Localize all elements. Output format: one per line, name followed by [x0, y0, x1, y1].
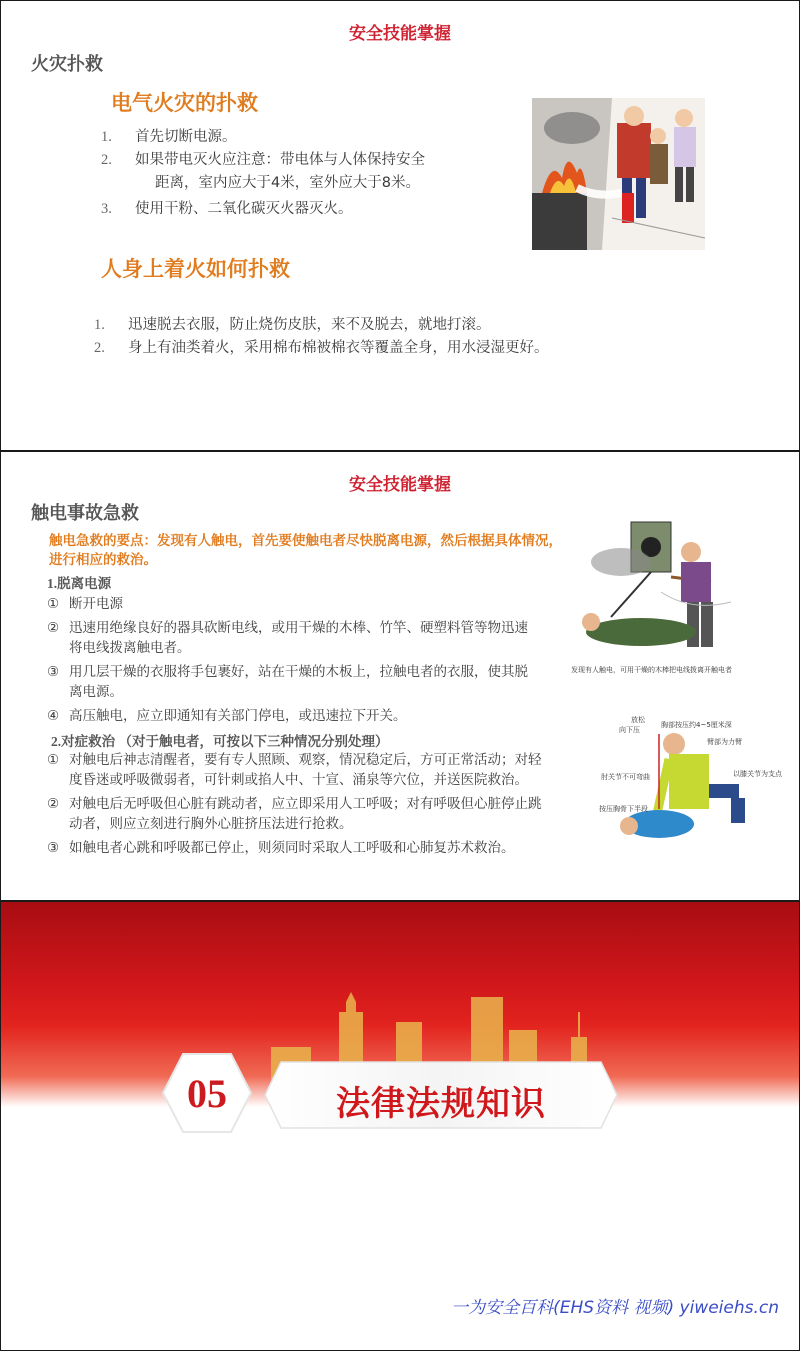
list-item	[94, 337, 674, 360]
body-fire-heading: 人身上着火如何扑救	[101, 257, 290, 281]
cpr-label-press-down: 向下压	[619, 726, 640, 734]
section-title: 法律法规知识	[336, 1084, 546, 1124]
list-text: 用几层干燥的衣服将手包裹好，站在干燥的木板上，拉触电者的衣服，使其脱	[69, 664, 528, 680]
cpr-label-knee-support: 以膝关节为支点	[733, 770, 782, 778]
section-number: 05	[187, 1071, 227, 1116]
cpr-label-depth: 胸部按压约4~5厘米深	[661, 721, 732, 729]
list-text: 距离，室内应大于4米，室外应大于8米。	[155, 175, 420, 191]
list-item	[47, 794, 592, 834]
list-text: 迅速用绝缘良好的器具砍断电线，或用干燥的木棒、竹竿、硬塑料管等物迅速	[69, 620, 528, 636]
part1-list	[47, 594, 587, 730]
list-number: 1.	[101, 129, 112, 145]
part1-heading: 1.脱离电源	[47, 576, 112, 591]
list-item	[94, 314, 674, 337]
slide-section-divider	[0, 901, 800, 1351]
slide-electric-shock	[0, 451, 800, 901]
list-item	[47, 838, 592, 858]
list-number: ③	[47, 664, 60, 680]
cpr-label-joint-fixed: 肘关节不可弯曲	[601, 773, 650, 781]
list-text: 使用干粉、二氧化碳灭火器灭火。	[135, 201, 353, 217]
list-text: 动者，则应立刻进行胸外心脏挤压法进行抢救。	[69, 816, 353, 832]
list-text: 度昏迷或呼吸微弱者，可针刺或掐人中、十宣、涌泉等穴位，并送医院救治。	[69, 772, 528, 788]
list-number: 2.	[94, 340, 105, 356]
footer-credit: 一为安全百科(EHS资料 视频) yiweiehs.cn	[451, 1298, 779, 1318]
list-number: ③	[47, 840, 60, 856]
electric-fire-heading: 电气火灾的扑救	[111, 91, 258, 115]
cpr-illustration	[599, 714, 782, 844]
list-number: 3.	[101, 201, 112, 217]
list-text: 如果带电灭火应注意：带电体与人体保持安全	[135, 152, 425, 168]
list-number: ①	[47, 596, 60, 612]
list-text: 离电源。	[69, 684, 123, 700]
list-item	[47, 618, 587, 658]
list-number: 1.	[94, 317, 105, 333]
key-note: 触电急救的要点：发现有人触电，首先要使触电者尽快脱离电源，然后根据具体情况，进行相应的救治。	[49, 533, 562, 568]
list-item	[101, 198, 501, 221]
cpr-label-relax: 放松	[631, 716, 645, 724]
part2-heading: 2.对症救治 （对于触电者，可按以下三种情况分别处理）	[51, 734, 389, 749]
list-number: ②	[47, 796, 60, 812]
list-number: ①	[47, 752, 60, 768]
electric-shock-rescue-illustration	[571, 522, 771, 682]
list-text: 如触电者心跳和呼吸都已停止，则须同时采取人工呼吸和心肺复苏术救治。	[69, 840, 515, 856]
list-number: ②	[47, 620, 60, 636]
list-text: 身上有油类着火，采用棉布棉被棉衣等覆盖全身，用水浸湿更好。	[128, 340, 549, 356]
cpr-label-sternum: 按压胸骨下半段	[599, 805, 648, 813]
list-item	[47, 706, 587, 726]
list-text: 对触电后神志清醒者，要有专人照顾、观察，情况稳定后，方可正常活动；对轻	[69, 752, 542, 768]
list-item	[101, 126, 501, 149]
slide-header: 安全技能掌握	[349, 24, 451, 44]
slide-fire-fighting	[0, 0, 800, 451]
list-item	[47, 594, 587, 614]
list-item	[47, 662, 587, 702]
cpr-label-arm-force: 臂部为力臂	[707, 738, 742, 746]
list-text: 高压触电，应立即通知有关部门停电，或迅速拉下开关。	[69, 708, 407, 724]
list-text: 迅速脱去衣服，防止烧伤皮肤，来不及脱去，就地打滚。	[128, 317, 491, 333]
section-title: 火灾扑救	[31, 54, 103, 75]
body-fire-list	[94, 314, 674, 360]
slide-header: 安全技能掌握	[349, 475, 451, 495]
section-title: 触电事故急救	[31, 503, 139, 524]
list-text: 将电线拨离触电者。	[69, 640, 191, 656]
fire-extinguisher-illustration	[532, 98, 705, 250]
list-text: 首先切断电源。	[135, 129, 237, 145]
list-item	[101, 149, 501, 195]
illustration-caption: 发现有人触电，可用干燥的木棒把电线拨离开触电者	[571, 666, 732, 674]
list-text: 断开电源	[69, 596, 123, 612]
list-item	[47, 750, 592, 790]
part2-list	[47, 750, 592, 862]
list-text: 对触电后无呼吸但心脏有跳动者，应立即采用人工呼吸；对有呼吸但心脏停止跳	[69, 796, 542, 812]
list-number: ④	[47, 708, 60, 724]
list-number: 2.	[101, 152, 112, 168]
electric-fire-list	[101, 126, 501, 221]
